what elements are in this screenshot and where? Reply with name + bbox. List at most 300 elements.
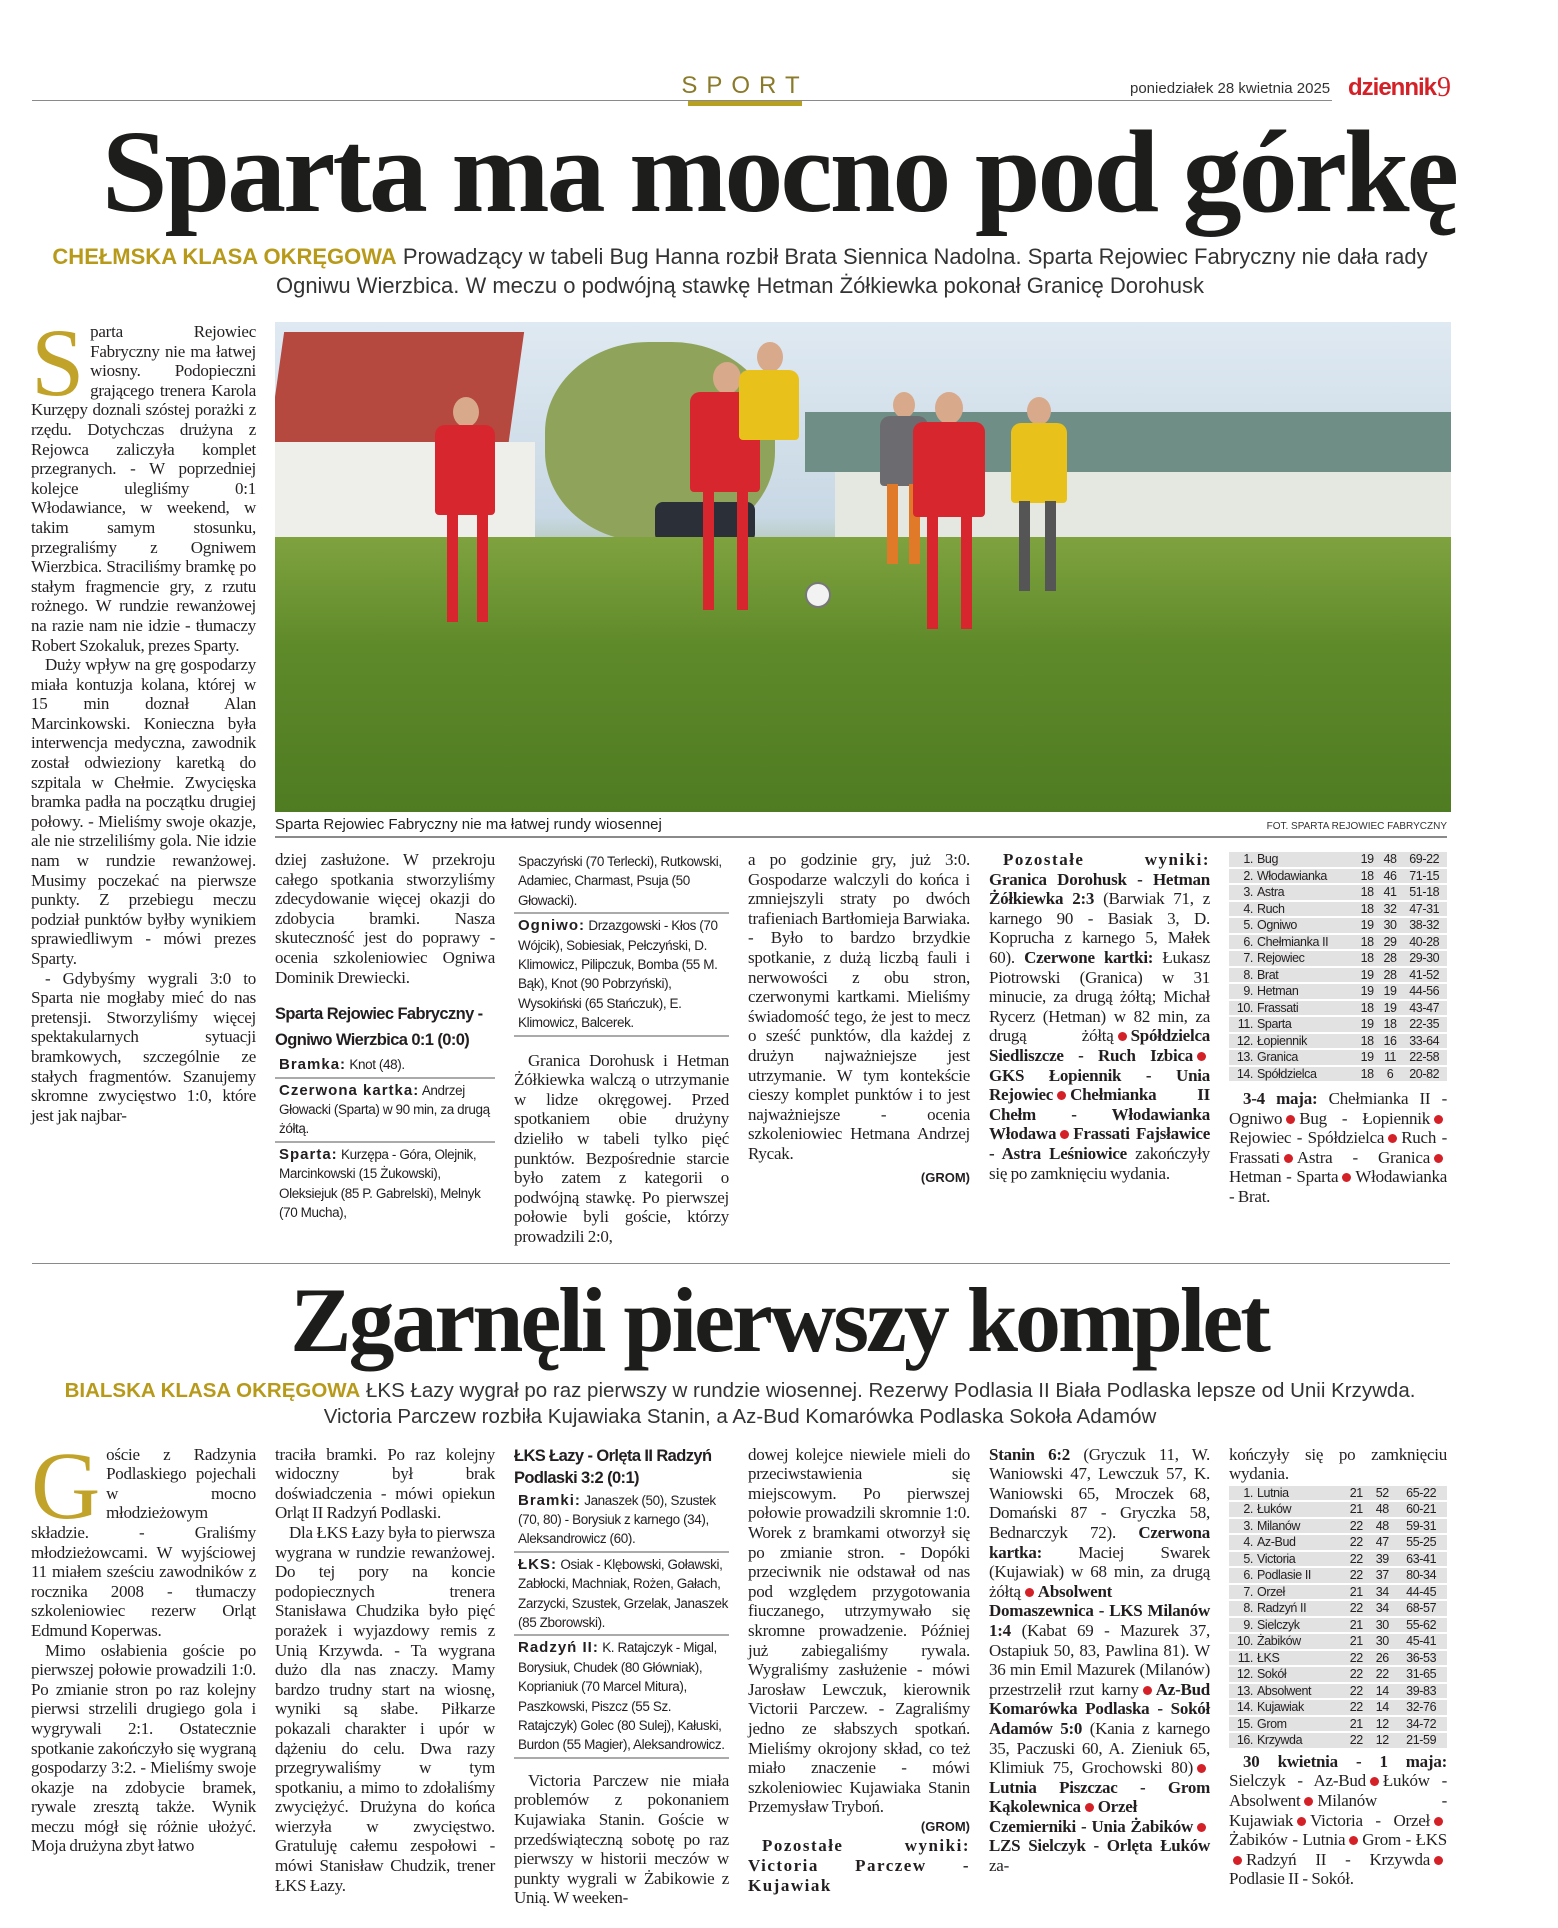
paragraph: oście z Radzynia Podlaskiego pojechali w mocno młodzieżowym składzie. - Graliśmy młodzieżowcami. W wyjściowej 11 miałem sześciu zawodników z rocznika 2008 - tłumaczy szkoleniowiec rezerw Orląt Edmund Koperwas.	[31, 1444, 256, 1640]
table-row	[1229, 902, 1447, 917]
bullet-dot-icon	[1297, 1817, 1306, 1826]
paragraph: Victoria Parczew nie miała problemów z pokonaniem Kujawiaka Stanin. Goście w przedświąteczną sobotę po raz pierwszy w historii meczów w punkty wygrali w Żabikowie z Unią. W weeken-	[514, 1770, 729, 1908]
fixture: Włodawianka - Brat.	[1229, 1167, 1447, 1206]
table-points: 14	[1369, 1684, 1395, 1699]
bullet-dot-icon	[1370, 1777, 1379, 1786]
table-position: 14.	[1229, 1067, 1255, 1082]
bullet-dot-icon	[1143, 1686, 1152, 1695]
table-goals: 44-56	[1401, 984, 1447, 999]
table-played: 22	[1343, 1651, 1369, 1666]
table-points: 48	[1369, 1519, 1395, 1534]
result-match: Spółdzielca Siedliszcze - Ruch Izbica	[989, 1026, 1210, 1065]
table-row	[1229, 1519, 1447, 1534]
bullet-dot-icon	[1388, 1134, 1397, 1143]
table-points: 47	[1369, 1535, 1395, 1550]
table-played: 18	[1356, 869, 1379, 884]
table-played: 19	[1356, 1017, 1379, 1032]
table-team: Ogniwo	[1255, 918, 1356, 933]
result-match: Czerwona kartka:	[989, 1522, 1210, 1562]
fixture: Grom - ŁKS	[1362, 1830, 1447, 1850]
paragraph: dziej zasłużone. W przekroju całego spotkania stworzyliśmy zdecydowanie więcej okazji do zdobycia bramki. Nasza skuteczność jest do poprawy - ocenia szkoleniowiec Ogniwa Dominik Drewiecki.	[275, 850, 495, 987]
match-photo	[275, 322, 1451, 812]
table-position: 7.	[1229, 951, 1255, 966]
table-played: 21	[1343, 1585, 1369, 1600]
table-goals: 80-34	[1395, 1568, 1447, 1583]
away-lineup-label: Ogniwo:	[518, 917, 585, 935]
fixtures	[1229, 1752, 1447, 1889]
table-points: 30	[1379, 918, 1402, 933]
table-row	[1229, 1651, 1447, 1666]
paragraph: dowej kolejce niewiele mieli do przeciwstawienia się miejscowym. Po pierwszej połowie prowadzili skromnie 1:0. Worek z bramkami otworzył się po zmianie stron. - Dopóki przeciwnik nie odstawał od nas pod względem przygotowania fiuczanego, utrzymywało się skromne prowadzenie. Później już zabiegaliśmy rywala. Wygraliśmy zasłużenie - mówi Jarosław Lewczuk, kierownik Victorii Parczew. - Zagraliśmy jedno ze słabszych spotkań. Mieliśmy okrojony skład, co też miało znaczenie - mówi szkoleniowiec Kujawiaka Stanin Przemysław Tryboń.	[748, 1444, 970, 1817]
results-end: kończyły się po zamknięciu wydania.	[1229, 1444, 1447, 1484]
table-position: 13.	[1229, 1050, 1255, 1065]
result-match: Lutnia Piszczac - Grom Kąkolewnica	[989, 1777, 1210, 1817]
match-report-box-cont	[514, 850, 729, 1037]
table-row	[1229, 1585, 1447, 1600]
caption-row	[275, 812, 1447, 838]
goals-label: Bramka:	[279, 1056, 347, 1074]
table-goals: 29-30	[1401, 951, 1447, 966]
table-played: 21	[1343, 1618, 1369, 1633]
fixture: Hetman - Sparta	[1229, 1167, 1339, 1187]
bullet-dot-icon	[1118, 1032, 1127, 1041]
article1-column-2	[275, 850, 495, 1230]
results-label: Pozostałe wyniki:	[762, 1836, 970, 1856]
result-match: Stanin 6:2	[989, 1444, 1070, 1464]
table-team: Radzyń II	[1255, 1601, 1343, 1616]
table-team: Ruch	[1255, 902, 1356, 917]
article1-column-1	[31, 309, 256, 1125]
table-played: 19	[1356, 852, 1379, 867]
table-position: 6.	[1229, 1568, 1255, 1583]
result-match: LZS Sielczyk - Orlęta Łuków	[989, 1836, 1210, 1856]
away-lineup-entry	[514, 914, 729, 1036]
table-team: Hetman	[1255, 984, 1356, 999]
table-goals: 43-47	[1401, 1001, 1447, 1016]
table-position: 6.	[1229, 935, 1255, 950]
table-team: Żabików	[1255, 1634, 1343, 1649]
red-card-entry	[275, 1079, 495, 1143]
goals-value: Janaszek (50), Szustek (70, 80) - Borysiuk z karnego (34), Aleksandrowicz (60).	[518, 1492, 716, 1547]
paragraph: - Gdybyśmy wygrali 3:0 to Sparta nie mogłaby mieć do nas pretensji. Stworzyliśmy więcej spektakularnych sytuacji bramkowych, szczególnie ze stałych fragmentów. Szanujemy skromne zwycięstwo 1:0, które jest jak najbar-	[31, 968, 256, 1125]
fixture: Żabików - Lutnia	[1229, 1830, 1346, 1850]
result-details: zakończyły się po zamknięciu wydania.	[989, 1143, 1211, 1183]
issue-date: poniedziałek 28 kwietnia 2025	[1130, 80, 1331, 97]
article2-column-3	[514, 1445, 729, 1908]
fixture: Łuków - Absolwent	[1229, 1771, 1447, 1810]
bullet-dot-icon	[1304, 1797, 1313, 1806]
table-goals: 21-59	[1395, 1733, 1447, 1748]
table-played: 22	[1343, 1733, 1369, 1748]
home-lineup-value: Kurzępa - Góra, Olejnik, Marcinkowski (15 Żukowski), Oleksiejuk (85 P. Gabrelski), Melnyk (70 Mucha),	[279, 1146, 481, 1220]
player-grey-yellow	[1005, 397, 1075, 597]
goals-value: Knot (48).	[349, 1057, 405, 1073]
table-played: 21	[1343, 1502, 1369, 1517]
table-played: 18	[1356, 951, 1379, 966]
paragraph: a po godzinie gry, już 3:0. Gospodarze walczyli do końca i zmniejszyli straty po dwóch trafieniach Bartłomieja Barwiaka. - Było to bardzo brzydkie spotkanie, z dużą liczbą fauli i nerwowości z obu stron, czerwonymi kartkami. Mieliśmy świadomość tego, że jest to mecz o sześć punktów, dla każdej z drużyn najważniejsze jest utrzymanie. W tym kontekście cieszy komplet punktów i to jest najważniejsze - ocenia szkoleniowiec Hetmana Andrzej Rycak.	[748, 850, 970, 1163]
table-team: Brat	[1255, 968, 1356, 983]
league-table	[1229, 850, 1447, 1083]
bullet-dot-icon	[1025, 1588, 1034, 1597]
table-points: 28	[1379, 968, 1402, 983]
table-row	[1229, 1717, 1447, 1732]
league-table	[1229, 1484, 1447, 1750]
author-signature: (GROM)	[920, 1169, 970, 1185]
table-points: 37	[1369, 1568, 1395, 1583]
table-row	[1229, 935, 1447, 950]
table-points: 18	[1379, 1017, 1402, 1032]
table-points: 29	[1379, 935, 1402, 950]
table-goals: 32-76	[1395, 1700, 1447, 1715]
drop-cap: G	[31, 1431, 101, 1539]
table-row	[1229, 1733, 1447, 1748]
table-position: 2.	[1229, 869, 1255, 884]
table-goals: 45-41	[1395, 1634, 1447, 1649]
table-goals: 55-25	[1395, 1535, 1447, 1550]
article2-column-5	[989, 1445, 1210, 1876]
table-played: 18	[1356, 935, 1379, 950]
table-played: 18	[1356, 885, 1379, 900]
table-row	[1229, 1486, 1447, 1501]
table-points: 26	[1369, 1651, 1395, 1666]
table-goals: 40-28	[1401, 935, 1447, 950]
bullet-dot-icon	[1434, 1115, 1443, 1124]
other-results-start	[748, 1836, 970, 1895]
table-played: 22	[1343, 1667, 1369, 1682]
table-row	[1229, 918, 1447, 933]
bullet-dot-icon	[1057, 1091, 1066, 1100]
home-lineup-value: Osiak - Klębowski, Goławski, Zabłocki, Machniak, Rożen, Gałach, Zarzycki, Szustek, Grzelak, Janaszek (85 Zborowski).	[518, 1556, 728, 1631]
bullet-dot-icon	[1286, 1115, 1295, 1124]
table-position: 16.	[1229, 1733, 1255, 1748]
bullet-dot-icon	[1197, 1052, 1206, 1061]
match-report-box	[514, 1445, 729, 1759]
article1-column-6	[1229, 850, 1447, 1207]
table-position: 5.	[1229, 918, 1255, 933]
table-points: 52	[1369, 1486, 1395, 1501]
table-position: 11.	[1229, 1651, 1255, 1666]
table-position: 11.	[1229, 1017, 1255, 1032]
fixture: Milanów - Kujawiak	[1229, 1790, 1447, 1830]
table-team: Orzeł	[1255, 1585, 1343, 1600]
red-card-value: Andrzej Głowacki (Sparta) w 90 min, za drugą żółtą.	[279, 1082, 490, 1137]
table-position: 8.	[1229, 968, 1255, 983]
photo-block	[275, 322, 1447, 838]
table-points: 14	[1369, 1700, 1395, 1715]
result-match: Frassati Fajsławice - Astra Leśniowice	[989, 1124, 1210, 1163]
table-goals: 39-83	[1395, 1684, 1447, 1699]
away-lineup-value: K. Ratajczyk - Migal, Borysiuk, Chudek (80 Główniak), Koprianiuk (70 Marcel Mitura), Paszkowski, Piszcz (55 Sz. Ratajczyk) Golec (80 Sulej), Kałuski, Burdon (55 Magier), Aleksandrowicz.	[518, 1640, 725, 1753]
table-goals: 65-22	[1395, 1486, 1447, 1501]
table-played: 18	[1356, 1001, 1379, 1016]
table-points: 30	[1369, 1634, 1395, 1649]
home-lineup-label: Sparta:	[279, 1145, 338, 1163]
result-details: (Kabat 69 - Mazurek 37, Ostapiuk 50, 83, Pawlina 81). W 36 min Emil Mazurek (Milanów) przestrzelił rzut karny	[989, 1620, 1210, 1699]
photo-credit: FOT. SPARTA REJOWIEC FABRYCZNY	[1266, 821, 1447, 832]
table-points: 16	[1379, 1034, 1402, 1049]
result-match: Chełmianka II Chełm - Włodawianka Włodawa	[989, 1085, 1210, 1144]
result-details: Maciej Swarek (Kujawiak) w 68 min, za drugą żółtą	[989, 1542, 1210, 1601]
result-match: Orzeł Czemierniki - Unia Żabików	[989, 1797, 1193, 1836]
away-lineup-value: Drzazgowski - Kłos (70 Wójcik), Sobiesiak, Pełczyński, D. Klimowicz, Pilipczuk, Bomba (55 M. Bąk), Knot (90 Pobrzyński), Wysokiński (65 Stańczuk), E. Klimowicz, Balcerek.	[518, 918, 718, 1031]
table-row	[1229, 1618, 1447, 1633]
table-goals: 69-22	[1401, 852, 1447, 867]
table-points: 19	[1379, 984, 1402, 999]
goals-label: Bramki:	[518, 1491, 581, 1509]
other-results	[989, 1445, 1210, 1876]
match-title: ŁKS Łazy - Orlęta II Radzyń Podlaski 3:2 (0:1)	[514, 1446, 712, 1487]
fixture: Podlasie II - Sokół.	[1229, 1869, 1354, 1889]
fixture: Radzyń II - Krzywda	[1246, 1849, 1430, 1869]
home-lineup-entry	[514, 1553, 729, 1637]
table-position: 12.	[1229, 1667, 1255, 1682]
table-team: Spółdzielca	[1255, 1067, 1356, 1082]
table-row	[1229, 852, 1447, 867]
photo-caption: Sparta Rejowiec Fabryczny nie ma łatwej rundy wiosennej	[275, 816, 662, 833]
table-row	[1229, 968, 1447, 983]
fixture: Victoria - Orzeł	[1310, 1810, 1430, 1830]
table-team: Sielczyk	[1255, 1618, 1343, 1633]
table-goals: 47-31	[1401, 902, 1447, 917]
article1-lead	[40, 242, 1440, 300]
red-card-label: Czerwona kartka:	[279, 1081, 420, 1099]
table-played: 22	[1343, 1535, 1369, 1550]
table-played: 22	[1343, 1700, 1369, 1715]
article1-column-4	[748, 850, 970, 1187]
table-row	[1229, 1001, 1447, 1016]
article1-body	[31, 309, 1450, 1247]
article2-column-1	[31, 1431, 256, 1856]
table-points: 28	[1379, 951, 1402, 966]
table-team: Bug	[1255, 852, 1356, 867]
bullet-dot-icon	[1349, 1836, 1358, 1845]
fixtures-label: 30 kwietnia - 1 maja:	[1243, 1751, 1447, 1771]
table-goals: 22-58	[1401, 1050, 1447, 1065]
paragraph: Dla ŁKS Łazy była to pierwsza wygrana w rundzie rewanżowej. Do tej pory na koncie podopiecznych trenera Stanisława Chudzika było pięć porażek i wyjazdowy remis z Unią Krzywda. - Ta wygrana dużo dla nas znaczy. Mamy bardzo trudny start na wiosnę, wyniki są słabe. Piłkarze pokazali charakter i upór w dążeniu do celu. Dwa razy przegrywaliśmy w tym spotkaniu, a mimo to zdołaliśmy zwyciężyć. Drużyna do końca wierzyła w zwycięstwo. Gratuluję całemu zespołowi - mówi Stanisław Chudzik, trener ŁKS Łazy.	[275, 1522, 495, 1895]
table-points: 11	[1379, 1050, 1402, 1065]
table-points: 39	[1369, 1552, 1395, 1567]
table-played: 22	[1343, 1601, 1369, 1616]
table-played: 19	[1356, 968, 1379, 983]
table-row	[1229, 1034, 1447, 1049]
table-team: Victoria	[1255, 1552, 1343, 1567]
table-position: 14.	[1229, 1700, 1255, 1715]
result-details: Łukasz Piotrowski (Granica) w 31 minucie, za drugą żółtą; Michał Rycerz (Hetman) w 82 min, za drugą żółtą	[989, 947, 1210, 1046]
table-played: 19	[1356, 984, 1379, 999]
table-goals: 51-18	[1401, 885, 1447, 900]
table-position: 3.	[1229, 1519, 1255, 1534]
masthead	[31, 0, 1450, 112]
article2-lead	[40, 1378, 1440, 1430]
page-number: 9	[1437, 72, 1451, 103]
table-played: 21	[1343, 1717, 1369, 1732]
article1-lead-text: Prowadzący w tabeli Bug Hanna rozbił Brata Siennica Nadolna. Sparta Rejowiec Fabryczny nie dała rady Ogniwu Wierzbica. W meczu o podwójną stawkę Hetman Żółkiewka pokonał Granicę Dorohusk	[275, 244, 1428, 298]
table-team: Rejowiec	[1255, 951, 1356, 966]
bullet-dot-icon	[1434, 1856, 1443, 1865]
table-team: Chełmianka II	[1255, 935, 1356, 950]
table-played: 18	[1356, 902, 1379, 917]
bullet-dot-icon	[1233, 1856, 1242, 1865]
table-played: 18	[1356, 1034, 1379, 1049]
other-results	[989, 850, 1210, 1183]
home-lineup-label: ŁKS:	[518, 1555, 557, 1573]
article2-column-4	[748, 1445, 970, 1896]
table-position: 2.	[1229, 1502, 1255, 1517]
table-row	[1229, 1552, 1447, 1567]
table-played: 19	[1356, 1050, 1379, 1065]
match-title: Sparta Rejowiec Fabryczny - Ogniwo Wierzbica 0:1 (0:0)	[275, 1005, 483, 1050]
table-row	[1229, 1568, 1447, 1583]
table-team: Lutnia	[1255, 1486, 1343, 1501]
bullet-dot-icon	[1085, 1803, 1094, 1812]
table-points: 6	[1379, 1067, 1402, 1082]
paragraph: Duży wpływ na grę gospodarzy miała kontuzja kolana, której w 15 min doznał Alan Marcinkowski. Konieczna była interwencja medyczna, zawodnik został odwieziony karetką do szpitala w Chełmie. Zwycięska bramka padła na początku drugiej połowy. - Mieliśmy swoje okazje, ale nie strzeliliśmy gola. Nie idzie nam w rundzie rewanżowej. Musimy poczekać na pierwsze punkty. Z przebiegu meczu podział punktów byłby wynikiem sprawiedliwym - mówi prezes Sparty.	[31, 655, 256, 968]
table-goals: 34-72	[1395, 1717, 1447, 1732]
result-match: Az-Bud Komarówka Podlaska - Sokół Adamów 5:0	[989, 1679, 1210, 1738]
table-position: 4.	[1229, 1535, 1255, 1550]
table-team: Grom	[1255, 1717, 1343, 1732]
table-points: 30	[1369, 1618, 1395, 1633]
table-position: 5.	[1229, 1552, 1255, 1567]
table-played: 21	[1343, 1486, 1369, 1501]
fixture: Ruch - Frassati	[1229, 1128, 1447, 1167]
goals-entry	[514, 1489, 729, 1553]
table-goals: 68-57	[1395, 1601, 1447, 1616]
results-label: Pozostałe wyniki:	[1003, 850, 1210, 869]
author-signature: (GROM)	[920, 1818, 970, 1834]
table-position: 1.	[1229, 1486, 1255, 1501]
article2-kicker: BIALSKA KLASA OKRĘGOWA	[64, 1378, 361, 1402]
results-first-match: Victoria Parczew - Kujawiak	[748, 1856, 970, 1895]
fixture: Bug - Łopiennik	[1299, 1108, 1430, 1128]
table-goals: 59-31	[1395, 1519, 1447, 1534]
table-team: Kujawiak	[1255, 1700, 1343, 1715]
result-match: Absolwent Domaszewnica - LKS Milanów 1:4	[989, 1581, 1210, 1640]
home-lineup-entry	[275, 1143, 495, 1225]
table-position: 9.	[1229, 984, 1255, 999]
table-row	[1229, 984, 1447, 999]
table-goals: 36-53	[1395, 1651, 1447, 1666]
table-points: 46	[1379, 869, 1402, 884]
table-points: 12	[1369, 1717, 1395, 1732]
table-team: Sparta	[1255, 1017, 1356, 1032]
result-match: Czerwone kartki:	[1024, 947, 1154, 967]
table-points: 41	[1379, 885, 1402, 900]
player-yellow	[725, 342, 815, 582]
bullet-dot-icon	[1060, 1130, 1069, 1139]
table-team: ŁKS	[1255, 1651, 1343, 1666]
table-goals: 38-32	[1401, 918, 1447, 933]
table-team: Krzywda	[1255, 1733, 1343, 1748]
section-label: SPORT	[681, 72, 809, 99]
fixtures	[1229, 1089, 1447, 1207]
table-team: Astra	[1255, 885, 1356, 900]
table-row	[1229, 1634, 1447, 1649]
table-team: Łuków	[1255, 1502, 1343, 1517]
table-goals: 44-45	[1395, 1585, 1447, 1600]
table-goals: 63-41	[1395, 1552, 1447, 1567]
fixture: Sielczyk - Az-Bud	[1229, 1771, 1366, 1791]
paragraph: traciła bramki. Po raz kolejny widoczny był brak doświadczenia - mówi opiekun Orląt II Radzyń Podlaski.	[275, 1444, 495, 1523]
table-row	[1229, 1667, 1447, 1682]
result-details: (Kania z karnego 35, Paczuski 60, A. Zieniuk 65, Klimiuk 75, Grochowski 80)	[989, 1718, 1210, 1778]
table-goals: 55-62	[1395, 1618, 1447, 1633]
table-position: 1.	[1229, 852, 1255, 867]
table-points: 19	[1379, 1001, 1402, 1016]
newspaper-logo: dziennik	[1348, 74, 1437, 101]
table-played: 22	[1343, 1684, 1369, 1699]
result-details: za-	[989, 1856, 1010, 1876]
player-red	[425, 397, 515, 637]
article-divider	[32, 1263, 1450, 1264]
header-rule	[32, 100, 1332, 101]
table-team: Włodawianka	[1255, 869, 1356, 884]
fixture: Rejowiec - Spółdzielca	[1229, 1128, 1385, 1148]
table-team: Az-Bud	[1255, 1535, 1343, 1550]
table-row	[1229, 1535, 1447, 1550]
table-row	[1229, 869, 1447, 884]
table-position: 3.	[1229, 885, 1255, 900]
table-position: 9.	[1229, 1618, 1255, 1633]
home-lineup-cont: Spaczyński (70 Terlecki), Rutkowski, Adamiec, Charmast, Psuja (50 Głowacki).	[514, 850, 729, 914]
table-position: 13.	[1229, 1684, 1255, 1699]
table-played: 18	[1356, 1067, 1379, 1082]
table-points: 48	[1369, 1502, 1395, 1517]
table-goals: 20-82	[1401, 1067, 1447, 1082]
paragraph: Granica Dorohusk i Hetman Żółkiewka walczą o utrzymanie w lidze okręgowej. Przed spotkaniem obie drużyny dzieliło w tabeli tylko pięć punktów. Bezpośrednie starcie było zatem z kategorii o podwójną stawkę. Po pierwszej połowie byli goście, którzy prowadzili 2:0,	[514, 1050, 729, 1246]
table-played: 22	[1343, 1552, 1369, 1567]
table-points: 48	[1379, 852, 1402, 867]
bullet-dot-icon	[1197, 1764, 1206, 1773]
table-goals: 60-21	[1395, 1502, 1447, 1517]
article1-column-5	[989, 850, 1210, 1183]
bullet-dot-icon	[1434, 1154, 1443, 1163]
bullet-dot-icon	[1342, 1173, 1351, 1182]
away-lineup-entry	[514, 1636, 729, 1758]
fixtures-label: 3-4 maja:	[1243, 1089, 1318, 1108]
table-played: 21	[1343, 1634, 1369, 1649]
table-points: 22	[1369, 1667, 1395, 1682]
table-row	[1229, 1684, 1447, 1699]
table-position: 8.	[1229, 1601, 1255, 1616]
bullet-dot-icon	[1284, 1154, 1293, 1163]
result-match: Granica Dorohusk - Hetman Żółkiewka 2:3	[989, 869, 1210, 909]
table-team: Łopiennik	[1255, 1034, 1356, 1049]
table-goals: 41-52	[1401, 968, 1447, 983]
results-list	[989, 1445, 1210, 1875]
table-team: Sokół	[1255, 1667, 1343, 1682]
table-goals: 33-64	[1401, 1034, 1447, 1049]
article1-headline: Sparta ma mocno pod górkę	[101, 106, 1457, 237]
table-row	[1229, 1067, 1447, 1082]
table-position: 4.	[1229, 902, 1255, 917]
table-position: 12.	[1229, 1034, 1255, 1049]
player-red-right	[895, 392, 1005, 652]
table-played: 19	[1356, 918, 1379, 933]
article2-headline: Zgarnęli pierwszy komplet	[290, 1268, 1268, 1371]
table-points: 12	[1369, 1733, 1395, 1748]
match-report-box	[275, 1001, 495, 1224]
table-goals: 31-65	[1395, 1667, 1447, 1682]
table-points: 34	[1369, 1601, 1395, 1616]
result-details: (Barwiak 71, z karnego 90 - Basiak 3, D. Koprucha z karnego 5, Małek 60).	[989, 889, 1210, 967]
table-position: 15.	[1229, 1717, 1255, 1732]
fixture: Astra - Granica	[1296, 1147, 1430, 1167]
table-position: 10.	[1229, 1001, 1255, 1016]
table-points: 32	[1379, 902, 1402, 917]
table-row	[1229, 1700, 1447, 1715]
drop-cap: S	[31, 309, 85, 416]
